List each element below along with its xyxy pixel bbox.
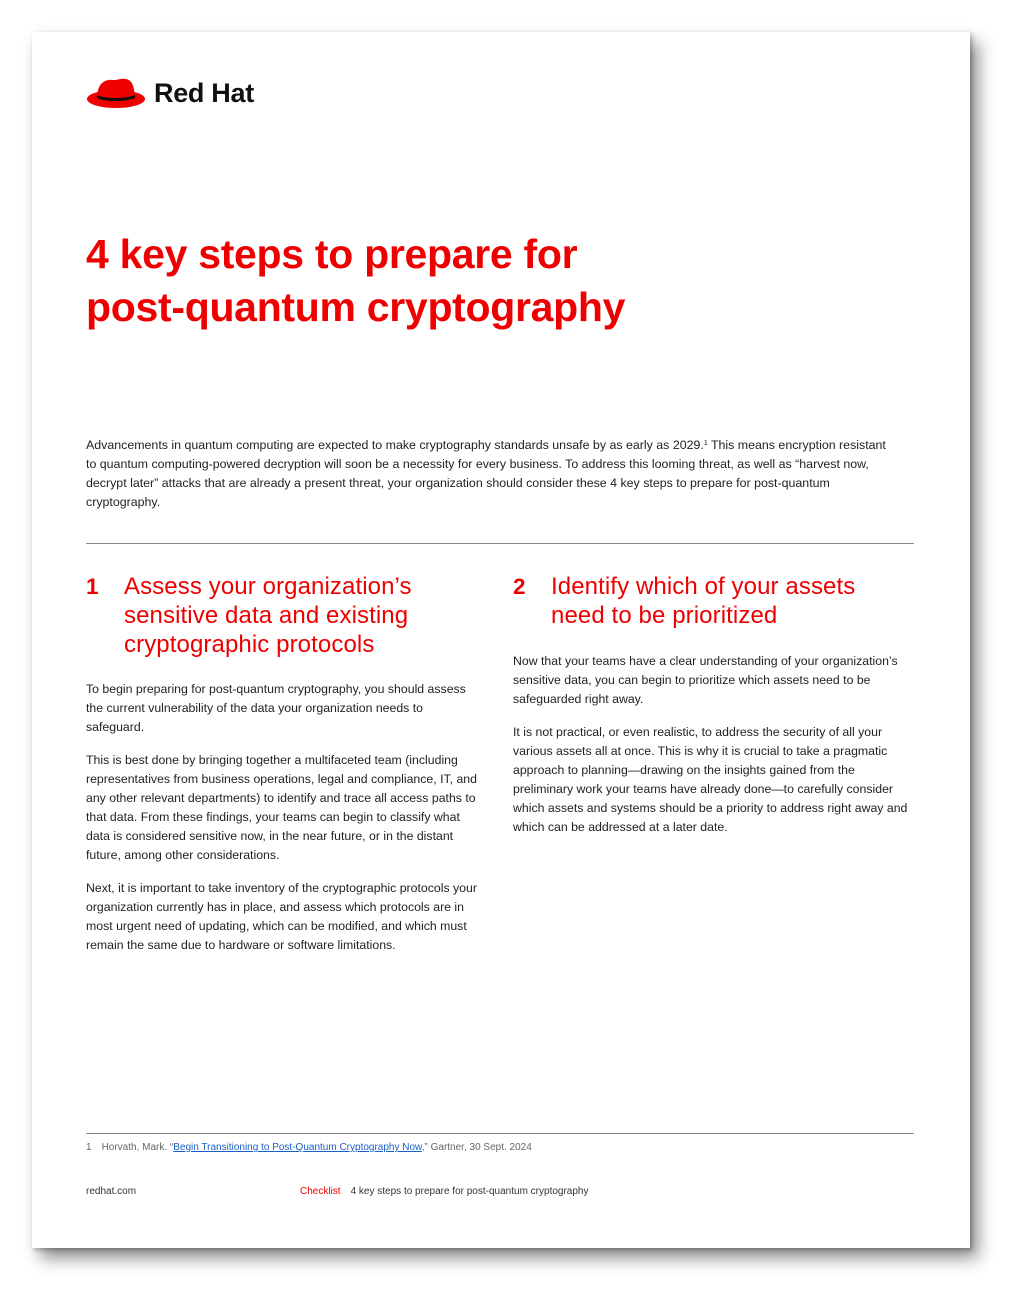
step-2-paragraph-2: It is not practical, or even realistic, to address the security of all your various assets all at once. This is why it is crucial to take a pragmatic approach to planning—drawing on the insights gained from the preliminary work your teams have already done—to carefully consider which assets and systems should be a priority to address right away and which can be addressed at a later date. (513, 725, 908, 834)
intro-text: Advancements in quantum computing are expected to make cryptography standards unsafe by as early as 2029. (86, 438, 704, 452)
step-title (124, 572, 412, 659)
title-line-2: post-quantum cryptography (86, 284, 626, 330)
title-line-1: 4 key steps to prepare for (86, 231, 578, 277)
step-title-line: Identify which of your assets (551, 573, 856, 600)
step-1-paragraph-3: Next, it is important to take inventory of the cryptographic protocols your organization currently has in place, and assess which protocols are in most urgent need of updating, which can be modified, and which must remain the same due to hardware or software limitations. (86, 881, 477, 952)
step-number: 1 (86, 574, 99, 599)
step-title (551, 572, 855, 630)
step-number: 2 (513, 574, 526, 599)
footnote-link[interactable]: Begin Transitioning to Post-Quantum Cryptography Now (173, 1142, 422, 1153)
footnote-reference[interactable]: 1 (703, 440, 708, 447)
footer-doc-type: Checklist (300, 1186, 341, 1197)
section-divider (86, 543, 914, 544)
intro-text-continued: This means encryption resistant to quantum computing-powered decryption will soon be a necessity for every business. To address this looming threat, as well as “harvest now, decrypt later” attacks that are already a present threat, your organization should consider these 4 key steps to prepare for post-quantum cryptography. (86, 438, 886, 509)
footnote (86, 1142, 532, 1153)
step-1-paragraph-1: To begin preparing for post-quantum cryptography, you should assess the current vulnerability of the data your organization needs to safeguard. (86, 682, 466, 734)
step-1-heading (86, 572, 478, 659)
footnote-source: ,” Gartner, 30 Sept. 2024 (421, 1142, 532, 1153)
document-page (32, 32, 970, 1248)
footer-doc-label (300, 1186, 588, 1197)
footnote-number: 1 (86, 1142, 92, 1153)
step-title-line: sensitive data and existing (124, 602, 409, 629)
footer-site: redhat.com (86, 1186, 137, 1197)
page-title (86, 228, 846, 334)
footnote-author: Horvath, Mark. “ (101, 1142, 174, 1153)
step-title-line: Assess your organization’s (124, 573, 412, 600)
step-title-line: need to be prioritized (551, 602, 778, 629)
footnote-divider (86, 1133, 914, 1134)
intro-paragraph (86, 436, 892, 512)
red-fedora-icon (86, 76, 146, 110)
logo-wordmark: Red Hat (154, 77, 254, 108)
step-2-paragraph-1: Now that your teams have a clear understanding of your organization’s sensitive data, you can begin to prioritize which assets need to be safeguarded right away. (513, 654, 898, 706)
red-hat-logo[interactable] (86, 76, 254, 110)
footer-doc-title: 4 key steps to prepare for post-quantum cryptography (350, 1186, 589, 1197)
step-1-paragraph-2: This is best done by bringing together a multifaceted team (including representatives from business operations, legal and compliance, IT, and any other relevant departments) to identify and trace all access paths to that data. From these findings, your teams can begin to classify what data is considered sensitive now, in the near future, or in the distant future, among other considerations. (86, 753, 477, 862)
step-2-column (513, 572, 911, 837)
step-title-line: cryptographic protocols (124, 631, 375, 658)
step-1-column (86, 572, 478, 955)
step-2-heading (513, 572, 911, 630)
